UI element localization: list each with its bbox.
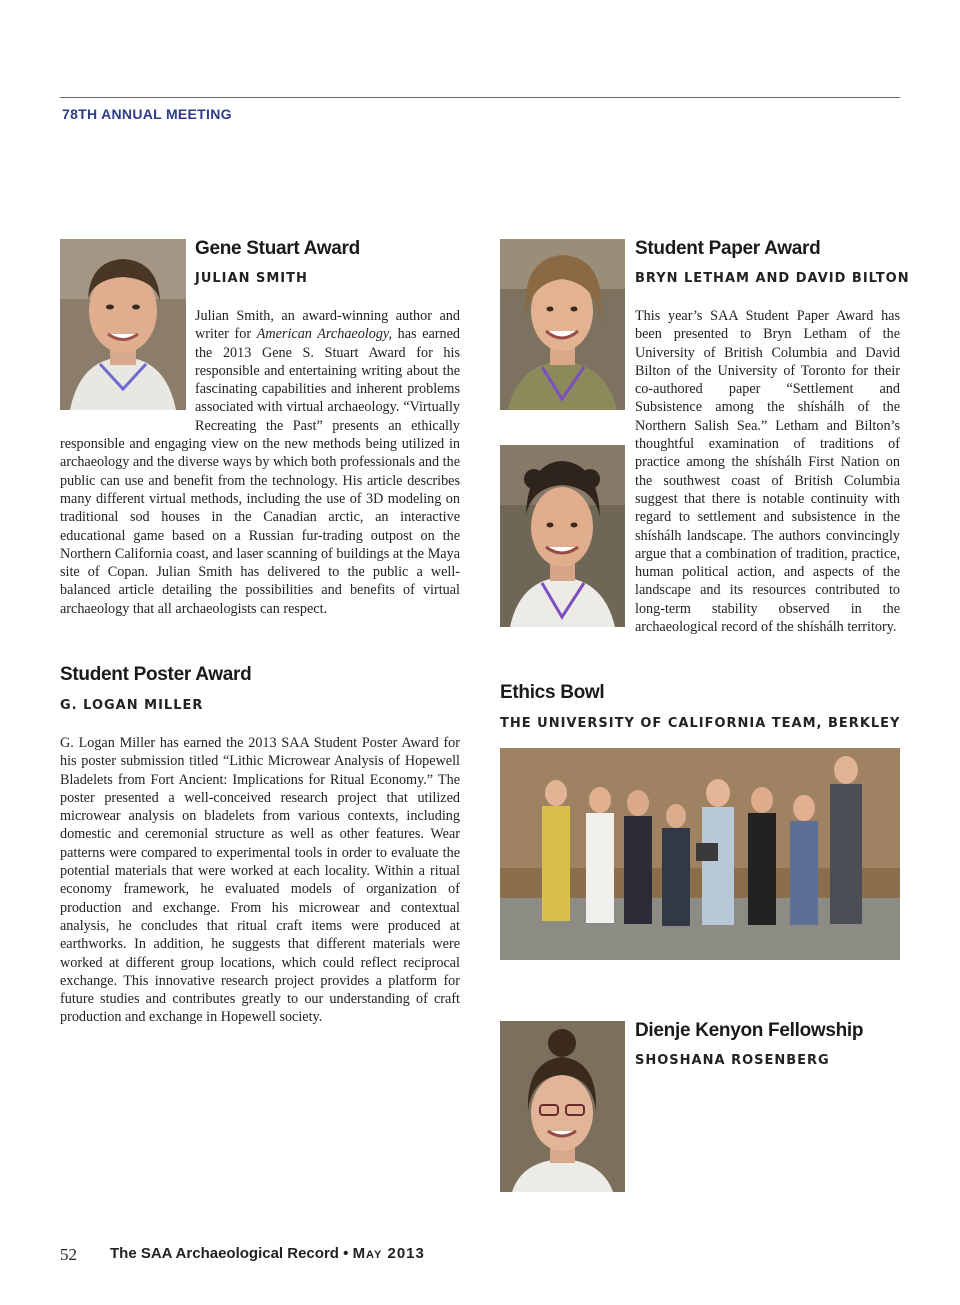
photo-ethics-bowl-team bbox=[500, 748, 900, 960]
student-poster-paragraph: G. Logan Miller has earned the 2013 SAA Student Poster Award for his poster submission titled “Lithic Microwear Analysis of Hopewell Bladelets from Fort Ancient: Implications for Ritual Economy.” The poster presented a well-conceived research project that utilized microwear analysis on bladelets from various contexts, including domestic and ceremonial structure as well as other features. Wear patterns were compared to experimental tools in order to evaluate the potential materials that were worked at each locality. Within a ritual economy framework, he evaluated models of organization of production and exchange. From his microwear and contextual analysis, he concludes that ritual craft items were produced at earthworks. In addition, he suggests that different materials were worked at different group locations, which could reflect reciprocal exchange. This innovative research project provides a platform for future studies and contributes greatly to our understanding of craft production and exchange in Hopewell society. bbox=[60, 735, 460, 1026]
gene-stuart-paragraph: Julian Smith, an award-winning author and writer for American Archaeology, has earned the 2013 Gene S. Stuart Award for his responsible and entertaining writing about the fascinating capabilities and inherent problems associated with virtual archaeology. “Virtually Recreating the Past” presents an ethically responsible and engaging view on the new methods being utilized in archaeology and the diverse ways by which both professionals and the public can use and benefit from the technology. His article describes many different virtual methods, including the use of 3D modeling on traditional sod houses in the Canadian arctic, an interactive educational game based on a Russian fur-trading outpost on the Northern California coast, and laser scanning of buildings at the Maya site of Copan. Julian Smith has delivered to the public a well-balanced article detailing the possibilities and benefits of virtual archaeology that all archaeologists can respect. bbox=[60, 308, 461, 617]
gene-stuart-recipient: JULIAN SMITH bbox=[195, 271, 308, 286]
issue-date: May 2013 bbox=[352, 1245, 425, 1262]
photo-shoshana-rosenberg bbox=[500, 1021, 625, 1192]
journal-footer bbox=[110, 1245, 425, 1262]
journal-name: The SAA Archaeological Record bbox=[110, 1245, 339, 1262]
student-paper-recipient: BRYN LETHAM AND DAVID BILTON bbox=[635, 271, 910, 286]
header-rule bbox=[60, 97, 900, 98]
ethics-bowl-title: Ethics Bowl bbox=[500, 682, 605, 703]
ethics-bowl-recipient: THE UNIVERSITY OF CALIFORNIA TEAM, BERKLEY bbox=[500, 716, 901, 731]
dienje-kenyon-recipient: SHOSHANA ROSENBERG bbox=[635, 1053, 830, 1068]
dienje-kenyon-title: Dienje Kenyon Fellowship bbox=[635, 1020, 864, 1041]
footer-bullet: • bbox=[343, 1245, 349, 1262]
magazine-name: American Archaeology, bbox=[256, 326, 392, 343]
gene-stuart-award-title: Gene Stuart Award bbox=[195, 238, 360, 259]
student-paper-award-title: Student Paper Award bbox=[635, 238, 821, 259]
section-header: 78TH ANNUAL MEETING bbox=[62, 106, 232, 122]
student-poster-recipient: G. LOGAN MILLER bbox=[60, 698, 204, 713]
student-paper-paragraph: This year’s SAA Student Paper Award has been presented to Bryn Letham of the University of British Columbia and David Bilton of the University of Toronto for their co-authored paper “Settlement and Subsistence among the shíshálh of the Northern Salish Sea.” Letham and Bilton’s thoughtful examination of traditions of practice among the shíshálh First Nation on the southwest coast of British Columbia suggest that there is notable continuity with regard to settlement and subsistence in the shíshálh landscape. The authors convincingly argue that a combination of tradition, practice, human political action, and aspects of the landscape and its resources contributed to long-term stability observed in the archaeological record of the shíshálh territory. bbox=[635, 308, 900, 636]
student-poster-award-title: Student Poster Award bbox=[60, 664, 252, 685]
page-number: 52 bbox=[60, 1245, 77, 1264]
photo-david-bilton bbox=[500, 445, 625, 627]
photo-bryn-letham bbox=[500, 239, 625, 410]
photo-wrap-spacer bbox=[60, 307, 195, 433]
